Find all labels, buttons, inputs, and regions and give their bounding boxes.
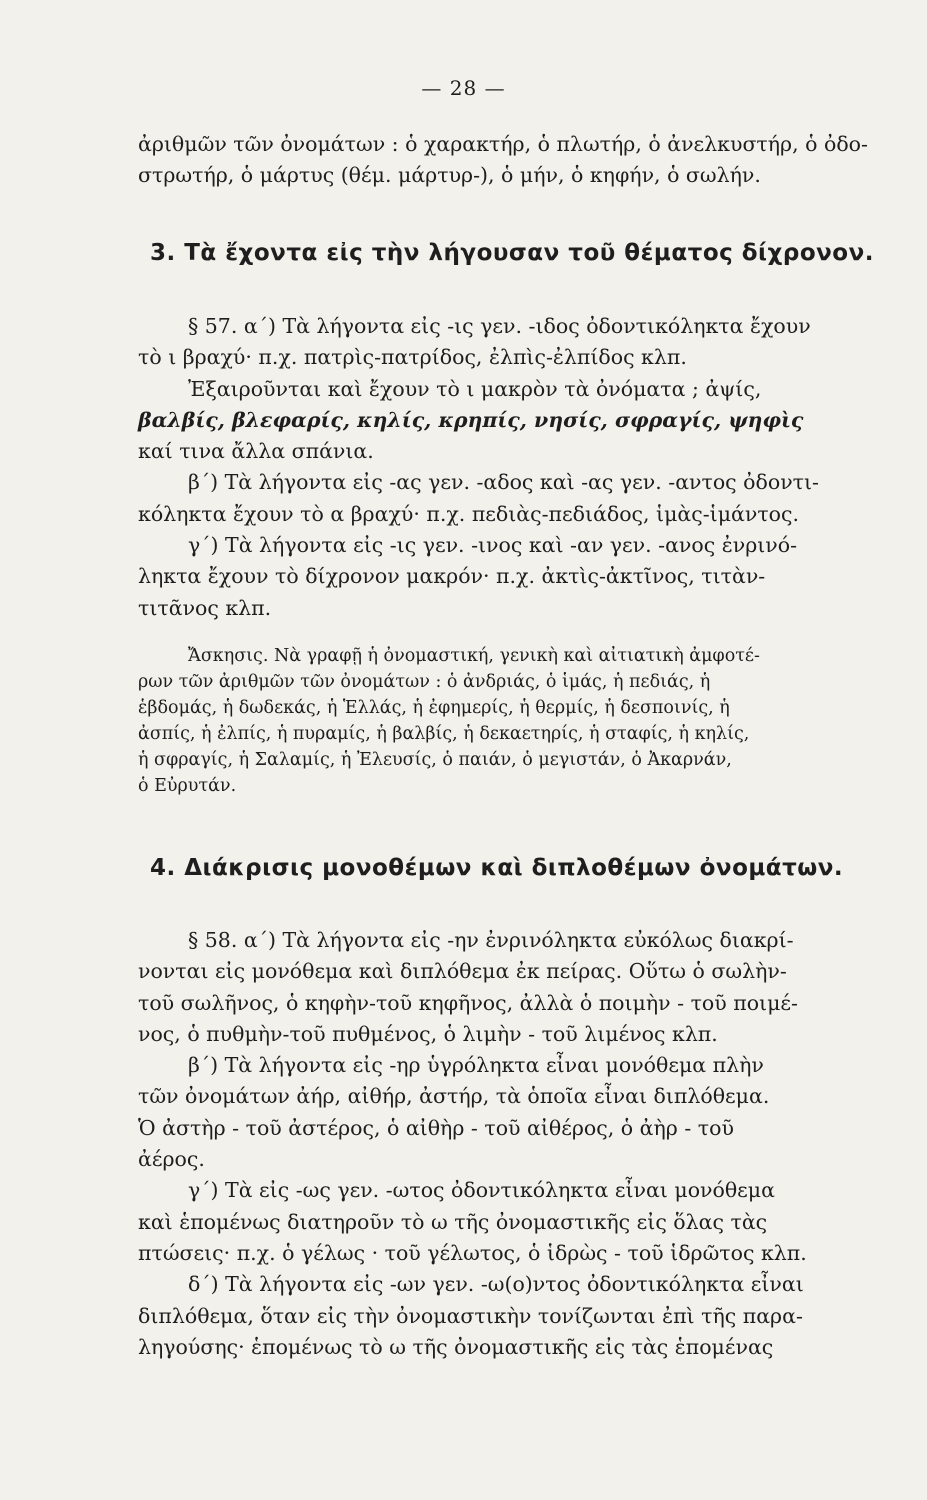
text-line: ρων τῶν ἀριθμῶν τῶν ὀνομάτων : ὁ ἀνδριάς, ὁ ἱμάς, ἡ πεδιάς, ἡ xyxy=(138,672,711,692)
text-line: ληγούσης· ἑπομένως τὸ ω τῆς ὀνομαστικῆς εἰς τὰς ἑπομένας xyxy=(138,1334,774,1359)
text-line: § 58. α΄) Τὰ λήγοντα εἰς -ην ἐνρινόληκτα εὐκόλως διακρί- xyxy=(188,928,794,952)
text-line: ληκτα ἔχουν τὸ δίχρονον μακρόν· π.χ. ἀκτὶς-ἀκτῖνος, τιτὰν- xyxy=(138,564,766,589)
text-line: ἀριθμῶν τῶν ὀνομάτων : ὁ χαρακτήρ, ὁ πλωτήρ, ὁ ἀνελκυστήρ, ὁ ὀδο- xyxy=(138,132,868,156)
text-line: ἀέρος. xyxy=(138,1147,205,1172)
section-heading-4: 4. Διάκρισις μονοθέμων καὶ διπλοθέμων ὀνομάτων. xyxy=(150,855,844,881)
text-line: βαλβίς, βλεφαρίς, κηλίς, κρηπίς, νησίς, σφραγίς, ψηφὶς xyxy=(138,407,804,432)
text-line: τοῦ σωλῆνος, ὁ κηφὴν-τοῦ κηφῆνος, ἀλλὰ ὁ ποιμὴν - τοῦ ποιμέ- xyxy=(138,990,798,1015)
text-line: νονται εἰς μονόθεμα καὶ διπλόθεμα ἐκ πείρας. Οὕτω ὁ σωλὴν- xyxy=(138,959,787,984)
text-line: τῶν ὀνομάτων ἀήρ, αἰθήρ, ἀστήρ, τὰ ὁποῖα εἶναι διπλόθεμα. xyxy=(138,1084,770,1109)
text-line: διπλόθεμα, ὅταν εἰς τὴν ὀνομαστικὴν τονίζωνται ἐπὶ τῆς παρα- xyxy=(138,1303,803,1328)
text-line: γ΄) Τὰ εἰς -ως γεν. -ωτος ὀδοντικόληκτα εἶναι μονόθεμα xyxy=(188,1178,775,1203)
text-line: κόληκτα ἔχουν τὸ α βραχύ· π.χ. πεδιὰς-πεδιάδος, ἱμὰς-ἱμάντος. xyxy=(138,501,800,526)
text-line: στρωτήρ, ὁ μάρτυς (θέμ. μάρτυρ-), ὁ μήν, ὁ κηφήν, ὁ σωλήν. xyxy=(138,163,761,188)
text-line: τιτᾶνος κλπ. xyxy=(138,595,272,620)
text-line: δ΄) Τὰ λήγοντα εἰς -ων γεν. -ω(ο)ντος ὀδοντικόληκτα εἶναι xyxy=(188,1272,804,1297)
text-line: β΄) Τὰ λήγοντα εἰς -ας γεν. -αδος καὶ -ας γεν. -αντος ὀδοντι- xyxy=(188,470,819,495)
text-line: Ἄσκησις. Νὰ γραφῇ ἡ ὀνομαστική, γενικὴ καὶ αἰτιατικὴ ἀμφοτέ- xyxy=(188,646,760,666)
page-number: — 28 — xyxy=(421,76,506,100)
text-line: καὶ ἑπομένως διατηροῦν τὸ ω τῆς ὀνομαστικῆς εἰς ὅλας τὰς xyxy=(138,1209,768,1234)
text-line: ὁ Εὐρυτάν. xyxy=(138,776,237,796)
text-line: ἡ σφραγίς, ἡ Σαλαμίς, ἡ Ἐλευσίς, ὁ παιάν, ὁ μεγιστάν, ὁ Ἀκαρνάν, xyxy=(138,750,732,770)
text-line: Ἐξαιροῦνται καὶ ἔχουν τὸ ι μακρὸν τὰ ὀνόματα ; ἀψίς, xyxy=(188,376,762,401)
text-line: πτώσεις· π.χ. ὁ γέλως · τοῦ γέλωτος, ὁ ἱδρὼς - τοῦ ἱδρῶτος κλπ. xyxy=(138,1240,807,1265)
text-line: τὸ ι βραχύ· π.χ. πατρὶς-πατρίδος, ἐλπὶς-ἐλπίδος κλπ. xyxy=(138,345,687,370)
paragraph-57 xyxy=(138,311,890,624)
exercise-paragraph xyxy=(138,643,890,799)
text-line: § 57. α΄) Τὰ λήγοντα εἰς -ις γεν. -ιδος ὀδοντικόληκτα ἔχουν xyxy=(188,314,811,338)
text-line: ἑβδομάς, ἡ δωδεκάς, ἡ Ἑλλάς, ἡ ἐφημερίς, ἡ θερμίς, ἡ δεσποινίς, ἡ xyxy=(138,698,730,718)
section-heading-3: 3. Τὰ ἔχοντα εἰς τὴν λήγουσαν τοῦ θέματος δίχρονον. xyxy=(150,240,874,266)
text-line: νος, ὁ πυθμὴν-τοῦ πυθμένος, ὁ λιμὴν - τοῦ λιμένος κλπ. xyxy=(138,1021,718,1046)
text-line: β΄) Τὰ λήγοντα εἰς -ηρ ὑγρόληκτα εἶναι μονόθεμα πλὴν xyxy=(188,1053,764,1078)
text-line: Ὁ ἀστὴρ - τοῦ ἀστέρος, ὁ αἰθὴρ - τοῦ αἰθέρος, ὁ ἀὴρ - τοῦ xyxy=(138,1115,734,1140)
text-line: ἀσπίς, ἡ ἐλπίς, ἡ πυραμίς, ἡ βαλβίς, ἡ δεκαετηρίς, ἡ σταφίς, ἡ κηλίς, xyxy=(138,724,750,744)
intro-paragraph xyxy=(138,129,890,192)
text-line: γ΄) Τὰ λήγοντα εἰς -ις γεν. -ινος καὶ -αν γεν. -ανος ἐνρινό- xyxy=(188,533,798,558)
text-line: καί τινα ἄλλα σπάνια. xyxy=(138,439,374,464)
paragraph-58 xyxy=(138,925,890,1363)
